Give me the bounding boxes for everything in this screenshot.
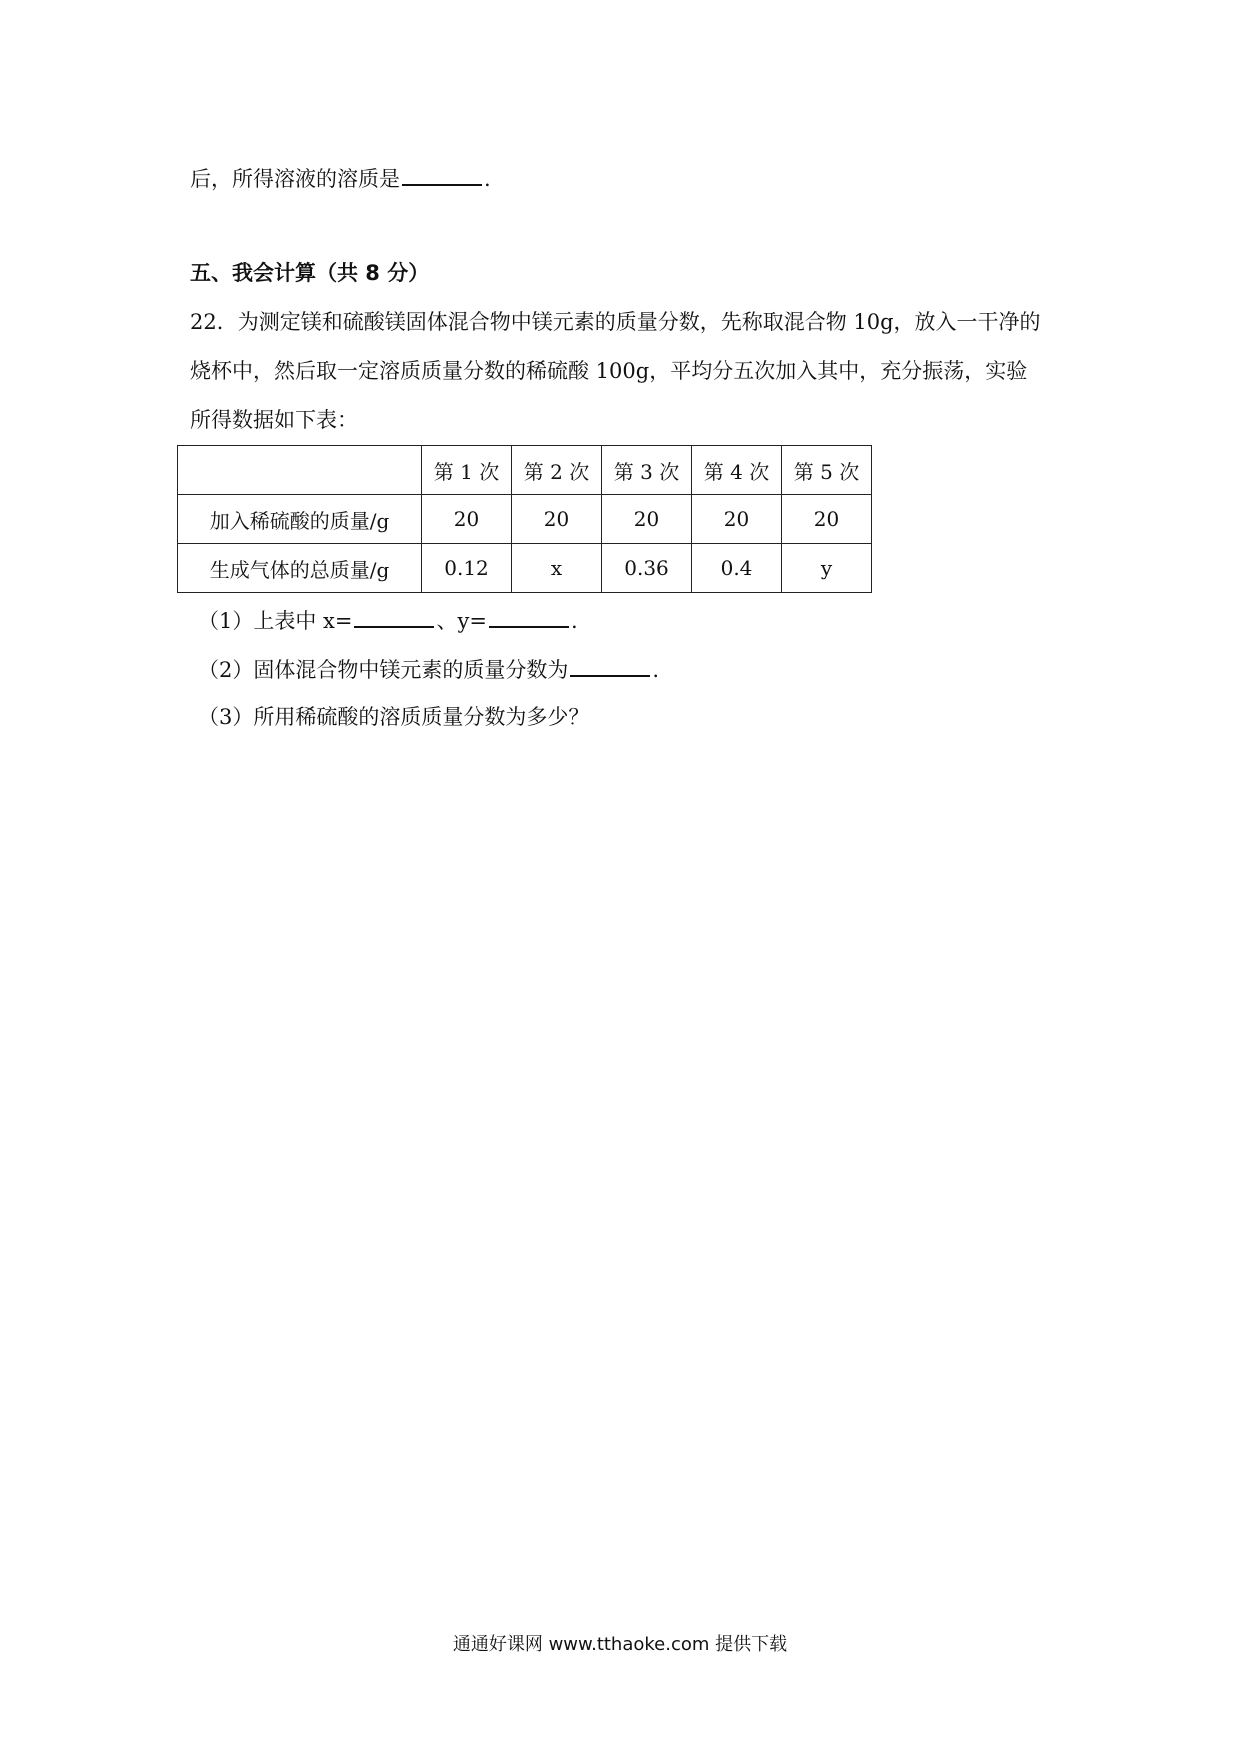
sub-question-2-prefix: （2）固体混合物中镁元素的质量分数为 bbox=[198, 658, 569, 682]
sub-question-1-end: . bbox=[570, 609, 578, 633]
table-header-cell: 第 3 次 bbox=[602, 446, 692, 495]
table-cell: 20 bbox=[422, 495, 512, 544]
table-cell: 0.4 bbox=[692, 544, 782, 593]
table-row-label: 生成气体的总质量/g bbox=[178, 544, 422, 593]
table-cell: x bbox=[512, 544, 602, 593]
intro-line bbox=[190, 162, 491, 194]
question-line-3: 所得数据如下表： bbox=[190, 408, 358, 432]
answer-blank bbox=[402, 162, 482, 186]
intro-text: 后，所得溶液的溶质是 bbox=[190, 167, 400, 191]
table-row bbox=[178, 544, 872, 593]
sub-question-1-mid: 、y= bbox=[436, 609, 487, 633]
table-cell: 20 bbox=[782, 495, 872, 544]
question-line-2: 烧杯中，然后取一定溶质质量分数的稀硫酸 100g，平均分五次加入其中，充分振荡，实验 bbox=[190, 359, 1028, 383]
table-header-cell: 第 5 次 bbox=[782, 446, 872, 495]
sub-question-1-prefix: （1）上表中 x= bbox=[198, 609, 353, 633]
table-header-cell: 第 4 次 bbox=[692, 446, 782, 495]
table-row bbox=[178, 495, 872, 544]
answer-blank-mass-fraction bbox=[570, 653, 650, 677]
table-cell: 20 bbox=[602, 495, 692, 544]
table-row-label: 加入稀硫酸的质量/g bbox=[178, 495, 422, 544]
table-header-cell: 第 1 次 bbox=[422, 446, 512, 495]
intro-end: . bbox=[484, 167, 491, 191]
table-header-cell: 第 2 次 bbox=[512, 446, 602, 495]
question-line-1: 22．为测定镁和硫酸镁固体混合物中镁元素的质量分数，先称取混合物 10g，放入一干净的 bbox=[190, 310, 1041, 334]
section-title: 五、我会计算（共 8 分） bbox=[190, 261, 430, 285]
table-header-row bbox=[178, 446, 872, 495]
answer-blank-x bbox=[354, 604, 434, 628]
data-table bbox=[177, 445, 872, 593]
table-cell: 0.12 bbox=[422, 544, 512, 593]
page-footer: 通通好课网 www.tthaoke.com 提供下载 bbox=[452, 1634, 788, 1655]
sub-question-2-end: . bbox=[652, 658, 660, 682]
table-cell: 0.36 bbox=[602, 544, 692, 593]
table-cell: 20 bbox=[512, 495, 602, 544]
sub-question-2 bbox=[198, 653, 659, 685]
table-cell: y bbox=[782, 544, 872, 593]
table-header-cell bbox=[178, 446, 422, 495]
sub-question-3: （3）所用稀硫酸的溶质质量分数为多少？ bbox=[198, 705, 590, 729]
sub-question-1 bbox=[198, 604, 578, 636]
answer-blank-y bbox=[489, 604, 569, 628]
table-cell: 20 bbox=[692, 495, 782, 544]
